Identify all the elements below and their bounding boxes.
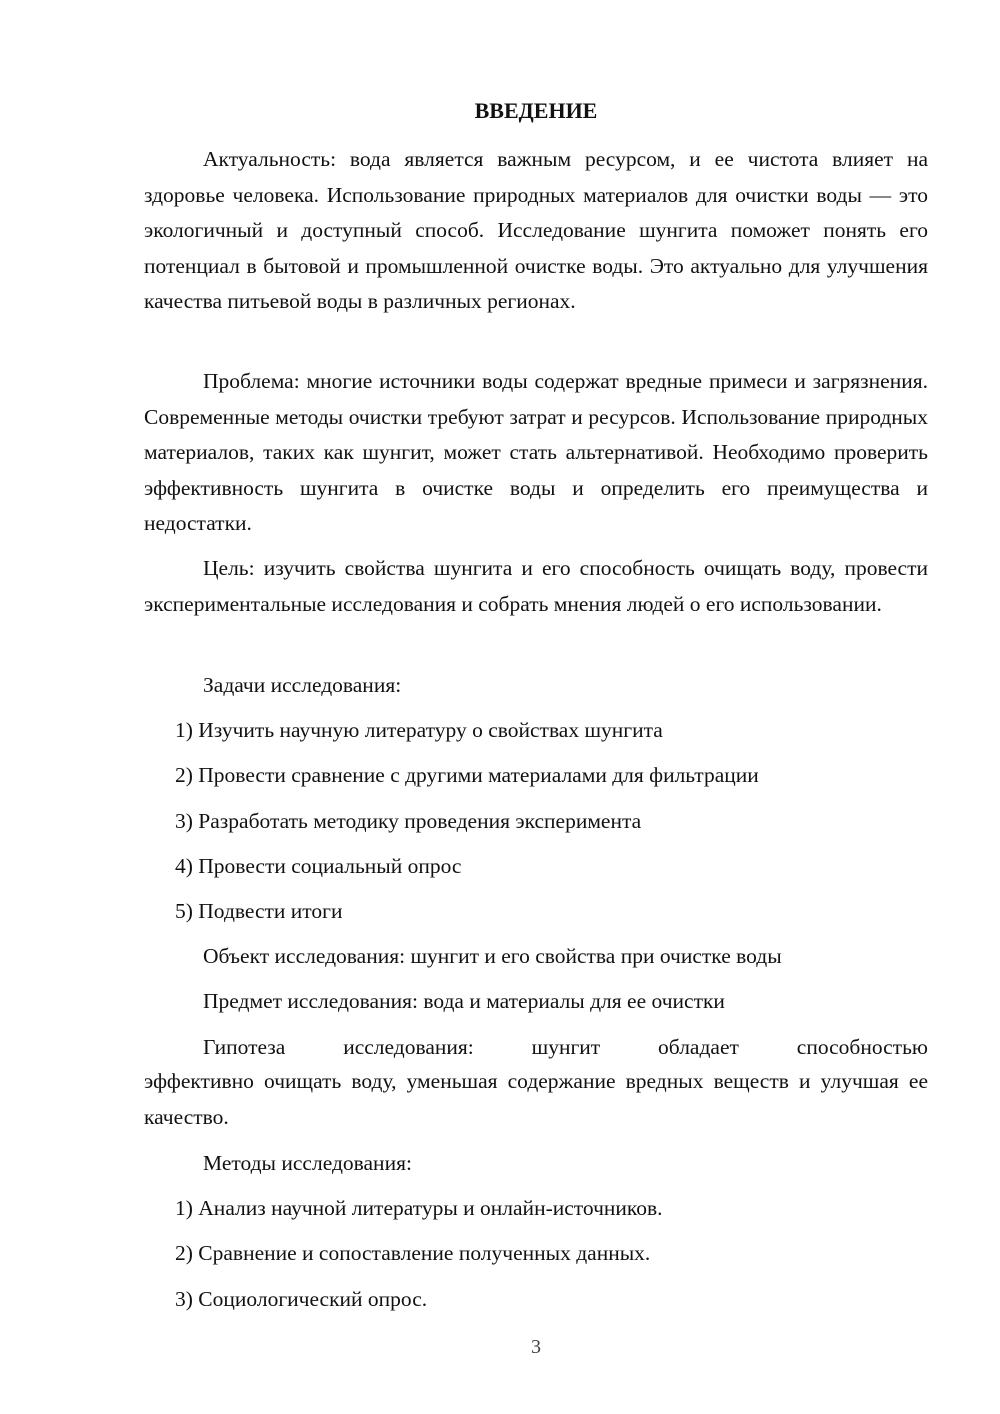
method-item-3: 3) Социологический опрос.: [175, 1287, 428, 1311]
hypothesis-word: исследования:: [343, 1035, 474, 1059]
hypothesis-continuation: эффективно очищать воду, уменьшая содержание вредных веществ и улучшая ее качество.: [144, 1069, 928, 1129]
hypothesis-word: способностью: [796, 1035, 928, 1059]
research-subject: Предмет исследования: вода и материалы для ее очистки: [203, 989, 725, 1013]
methods-label: Методы исследования:: [203, 1151, 412, 1175]
goal-paragraph: Цель: изучить свойства шунгита и его способность очищать воду, провести экспериментальные исследования и собрать мнения людей о его использовании.: [144, 556, 928, 616]
task-item-2: 2) Провести сравнение с другими материалами для фильтрации: [175, 763, 759, 787]
task-item-4: 4) Провести социальный опрос: [175, 854, 462, 878]
hypothesis-word: Гипотеза: [203, 1035, 286, 1059]
research-object: Объект исследования: шунгит и его свойства при очистке воды: [203, 944, 782, 968]
method-item-1: 1) Анализ научной литературы и онлайн-источников.: [175, 1196, 663, 1220]
relevance-paragraph: Актуальность: вода является важным ресурсом, и ее чистота влияет на здоровье человека. Использование природных материалов для очистки воды — это экологичный и доступный способ. Исследование шунгита поможет понять его потенциал в бытовой и промышленной очистке воды. Это актуально для улучшения качества питьевой воды в различных регионах.: [144, 147, 928, 313]
hypothesis-first-line: [203, 1032, 928, 1062]
page-number: 3: [531, 1336, 541, 1358]
task-item-3: 3) Разработать методику проведения эксперимента: [175, 809, 642, 833]
problem-paragraph: Проблема: многие источники воды содержат вредные примеси и загрязнения. Современные методы очистки требуют затрат и ресурсов. Использование природных материалов, таких как шунгит, может стать альтернативой. Необходимо проверить эффективность шунгита в очистке воды и определить его преимущества и недостатки.: [144, 369, 928, 535]
tasks-label: Задачи исследования:: [203, 673, 402, 697]
method-item-2: 2) Сравнение и сопоставление полученных данных.: [175, 1241, 651, 1265]
hypothesis-word: обладает: [658, 1035, 739, 1059]
section-heading: ВВЕДЕНИЕ: [474, 98, 598, 123]
task-item-5: 5) Подвести итоги: [175, 899, 343, 923]
task-item-1: 1) Изучить научную литературу о свойствах шунгита: [175, 718, 663, 742]
hypothesis-word: шунгит: [531, 1035, 601, 1059]
